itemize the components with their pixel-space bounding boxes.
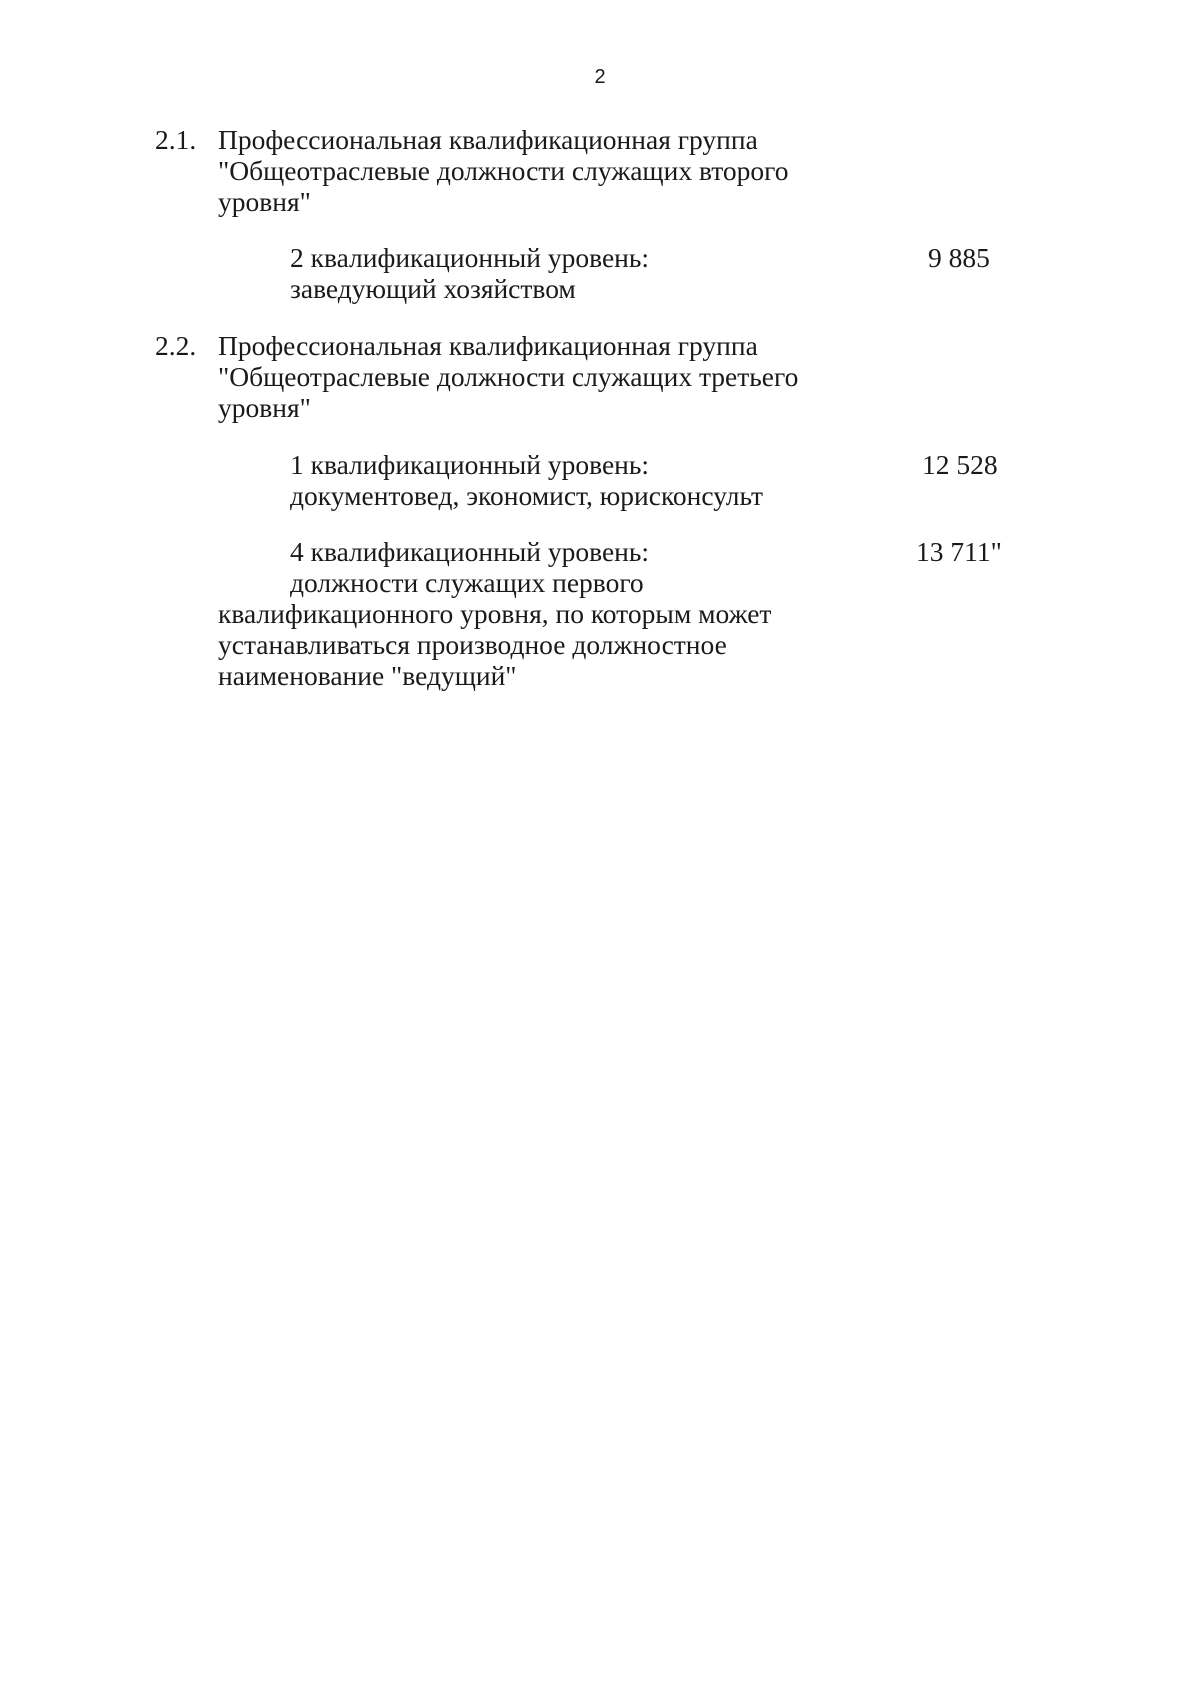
- level-value: 13 711": [916, 536, 1002, 567]
- section-title-line: уровня": [218, 186, 311, 217]
- section-title-line: уровня": [218, 392, 311, 423]
- level-line: должности служащих первого: [290, 567, 644, 598]
- level-line: квалификационного уровня, по которым может: [218, 598, 772, 629]
- level-line: 4 квалификационный уровень:: [290, 536, 650, 567]
- level-line: документовед, экономист, юрисконсульт: [290, 480, 763, 511]
- section-title-line: Профессиональная квалификационная группа: [218, 124, 758, 155]
- section-number: 2.1.: [155, 124, 197, 155]
- level-line: заведующий хозяйством: [290, 273, 576, 304]
- section-title-line: "Общеотраслевые должности служащих третьего: [218, 361, 799, 392]
- level-line: 1 квалификационный уровень:: [290, 449, 650, 480]
- section-title-line: Профессиональная квалификационная группа: [218, 330, 758, 361]
- level-line: устанавливаться производное должностное: [218, 629, 727, 660]
- section-title-line: "Общеотраслевые должности служащих второго: [218, 155, 789, 186]
- level-value: 9 885: [928, 242, 990, 273]
- level-line: 2 квалификационный уровень:: [290, 242, 650, 273]
- level-line: наименование "ведущий": [218, 660, 517, 691]
- level-value: 12 528: [922, 449, 998, 480]
- section-number: 2.2.: [155, 330, 197, 361]
- page-number: 2: [594, 66, 606, 88]
